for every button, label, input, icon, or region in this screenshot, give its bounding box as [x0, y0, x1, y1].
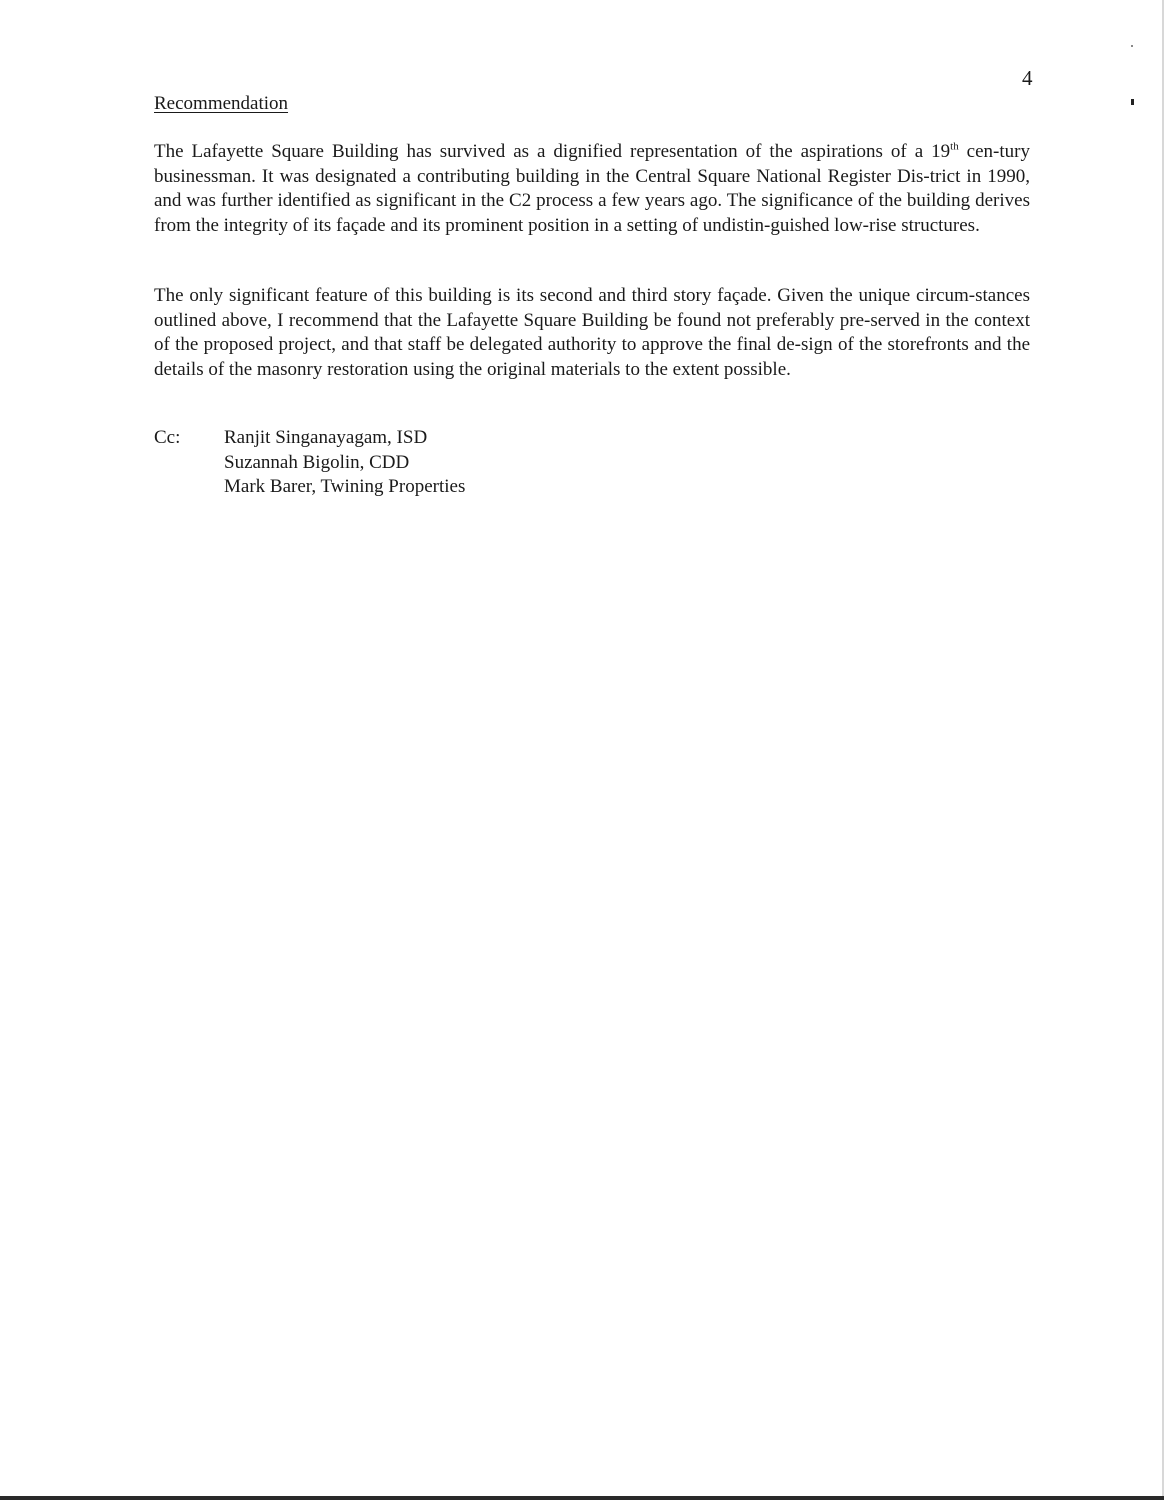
paragraph-2: The only significant feature of this building is its second and third story façade. Given the unique circum-stances outlined above, I recommend that the Lafayette Square Building be found not preferably pre-served in the context of the proposed project, and that staff be delegated authority to approve the final de-sign of the storefronts and the details of the masonry restoration using the original materials to the extent possible. [154, 285, 1030, 380]
page-edge-bottom [0, 1496, 1164, 1500]
paragraph-1 [154, 140, 1030, 238]
cc-recipient: Ranjit Singanayagam, ISD [224, 427, 428, 448]
cc-recipient: Suzannah Bigolin, CDD [224, 451, 410, 473]
cc-recipient: Mark Barer, Twining Properties [224, 476, 466, 497]
paragraph-1-text-a: The Lafayette Square Building has survived as a dignified representation of the aspirations of a 19 [154, 141, 951, 162]
scan-speck [1131, 99, 1134, 105]
section-heading: Recommendation [154, 93, 289, 114]
scan-speck [1131, 45, 1133, 47]
ordinal-suffix: th [950, 140, 959, 153]
paragraph-1-text-b: cen-tury businessman. It was designated a contributing building in the Central Square National Register Dis-trict in 1990, and was further identified as significant in the C2 process a few years ago. The significance of the building derives from the integrity of its façade and its prominent position in a setting of undistin-guished low-rise structures. [154, 141, 1030, 236]
cc-recipient-list [224, 426, 465, 500]
page-number: 4 [1022, 66, 1033, 90]
cc-label: Cc: [154, 427, 181, 448]
